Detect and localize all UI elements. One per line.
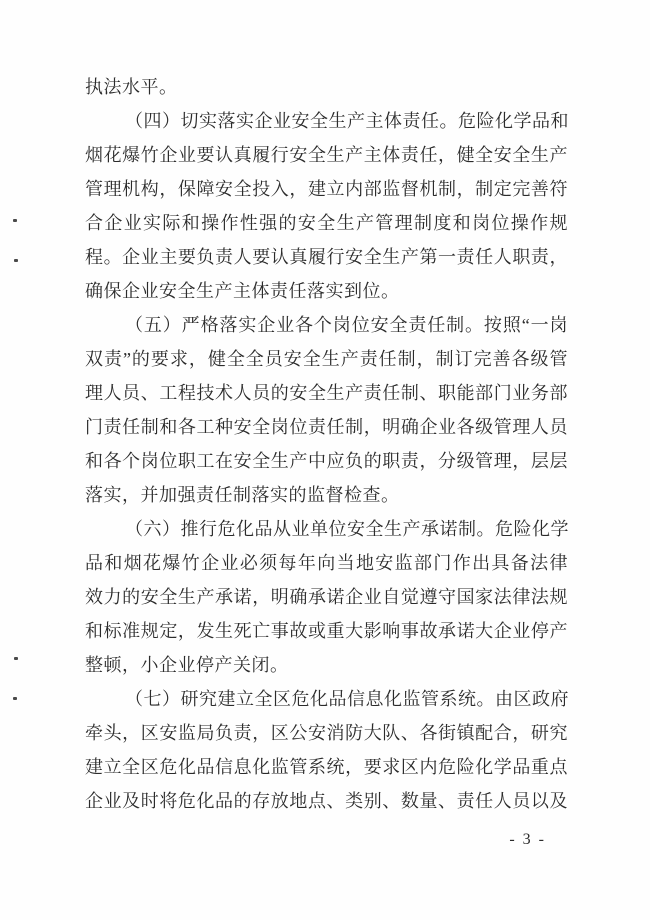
- text-line: 和标准规定，发生死亡事故或重大影响事故承诺大企业停产: [85, 621, 568, 641]
- text-line: （四）切实落实企业安全生产主体责任。危险化学品和: [125, 111, 569, 131]
- text-line: 烟花爆竹企业要认真履行安全生产主体责任，健全安全生产: [85, 145, 568, 165]
- document-body: [85, 70, 568, 818]
- page-number: - 3 -: [509, 831, 546, 848]
- binding-dot: [13, 697, 17, 700]
- text-line: 管理机构，保障安全投入，建立内部监督机制，制定完善符: [85, 179, 568, 199]
- text-line: 建立全区危化品信息化监管系统，要求区内危险化学品重点: [85, 757, 568, 777]
- text-line: （七）研究建立全区危化品信息化监管系统。由区政府: [125, 689, 569, 709]
- binding-dot: [14, 657, 18, 660]
- text-line: 牵头，区安监局负责，区公安消防大队、各街镇配合，研究: [85, 723, 568, 743]
- text-line: 双责”的要求，健全全员安全生产责任制，制订完善各级管: [85, 349, 568, 369]
- text-line: 和各个岗位职工在安全生产中应负的职责，分级管理，层层: [85, 451, 568, 471]
- text-line: （六）推行危化品从业单位安全生产承诺制。危险化学: [125, 519, 569, 539]
- text-line: 落实，并加强责任制落实的监督检查。: [85, 485, 400, 505]
- text-line: （五）严格落实企业各个岗位安全责任制。按照“一岗: [125, 315, 568, 335]
- binding-dot: [13, 219, 17, 222]
- text-line: 确保企业安全生产主体责任落实到位。: [85, 281, 400, 301]
- text-line: 整顿，小企业停产关闭。: [85, 655, 289, 675]
- text-line: 合企业实际和操作性强的安全生产管理制度和岗位操作规: [85, 213, 568, 233]
- text-line: 品和烟花爆竹企业必须每年向当地安监部门作出具备法律: [85, 553, 568, 573]
- text-line: 理人员、工程技术人员的安全生产责任制、职能部门业务部: [85, 383, 568, 403]
- text-line: 效力的安全生产承诺，明确承诺企业自觉遵守国家法律法规: [85, 587, 568, 607]
- text-line: 门责任制和各工种安全岗位责任制，明确企业各级管理人员: [85, 417, 568, 437]
- text-line: 企业及时将危化品的存放地点、类别、数量、责任人员以及: [85, 791, 568, 811]
- binding-dot: [14, 259, 18, 262]
- text-line: 执法水平。: [85, 77, 178, 97]
- text-line: 程。企业主要负责人要认真履行安全生产第一责任人职责，: [85, 247, 568, 267]
